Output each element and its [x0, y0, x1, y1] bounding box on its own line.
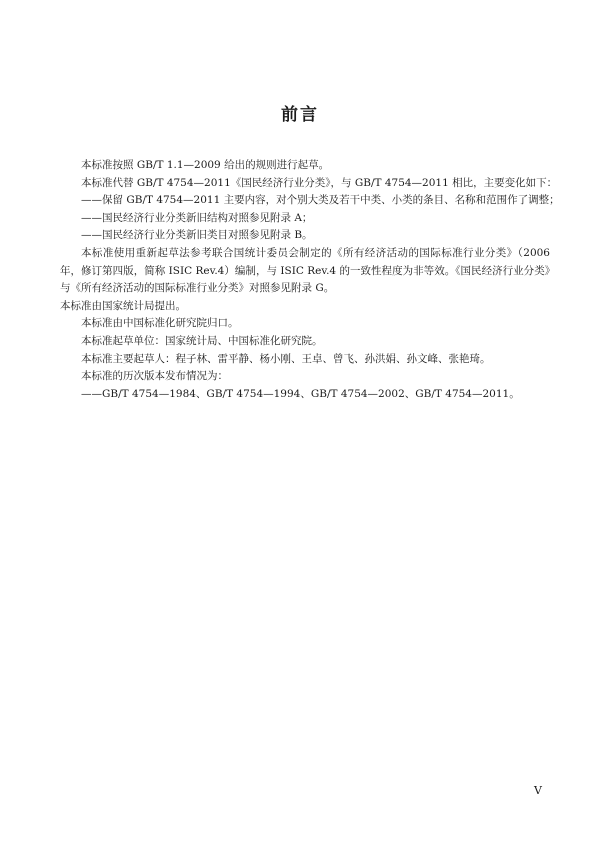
- page-number: V: [534, 784, 542, 797]
- list-item-previous-versions: ——GB/T 4754—1984、GB/T 4754—1994、GB/T 4754—2002、GB/T 4754—2011。: [81, 387, 520, 400]
- paragraph-replaces: 本标准代替 GB/T 4754—2011《国民经济行业分类》，与 GB/T 4754—2011 相比，主要变化如下：: [81, 176, 558, 189]
- paragraph-drafting-rules: 本标准按照 GB/T 1.1—2009 给出的规则进行起草。: [81, 159, 330, 171]
- list-item-appendix-b: ——国民经济行业分类新旧类目对照参见附录 B。: [81, 229, 313, 242]
- paragraph-proposed-by: 本标准由国家统计局提出。: [60, 299, 186, 312]
- paragraph-version-history: 本标准的历次版本发布情况为：: [81, 370, 228, 383]
- list-item-appendix-a: ——国民经济行业分类新旧结构对照参见附录 A；: [81, 211, 313, 224]
- paragraph-drafting-units: 本标准起草单位：国家统计局、中国标准化研究院。: [81, 334, 323, 347]
- page-title: 前言: [281, 105, 319, 125]
- paragraph-isic-reference: 本标准使用重新起草法参考联合国统计委员会制定的《所有经济活动的国际标准行业分类》（2006 年，修订第四版，简称 ISIC Rev.4）编制，与 ISIC Rev.4 的一致性程度为非等效。《国民经济行业分类》与《所有经济活动的国际标准行业分类》对照参见附录 G。: [60, 246, 550, 295]
- list-item-change: ——保留 GB/T 4754—2011 主要内容，对个别大类及若干中类、小类的条目、名称和范围作了调整；: [81, 194, 560, 207]
- paragraph-drafters: 本标准主要起草人：程子林、雷平静、杨小刚、王卓、曾飞、孙洪娟、孙文峰、张艳琦。: [81, 352, 491, 365]
- foreword-body: [60, 157, 560, 403]
- paragraph-centralized-by: 本标准由中国标准化研究院归口。: [81, 317, 239, 330]
